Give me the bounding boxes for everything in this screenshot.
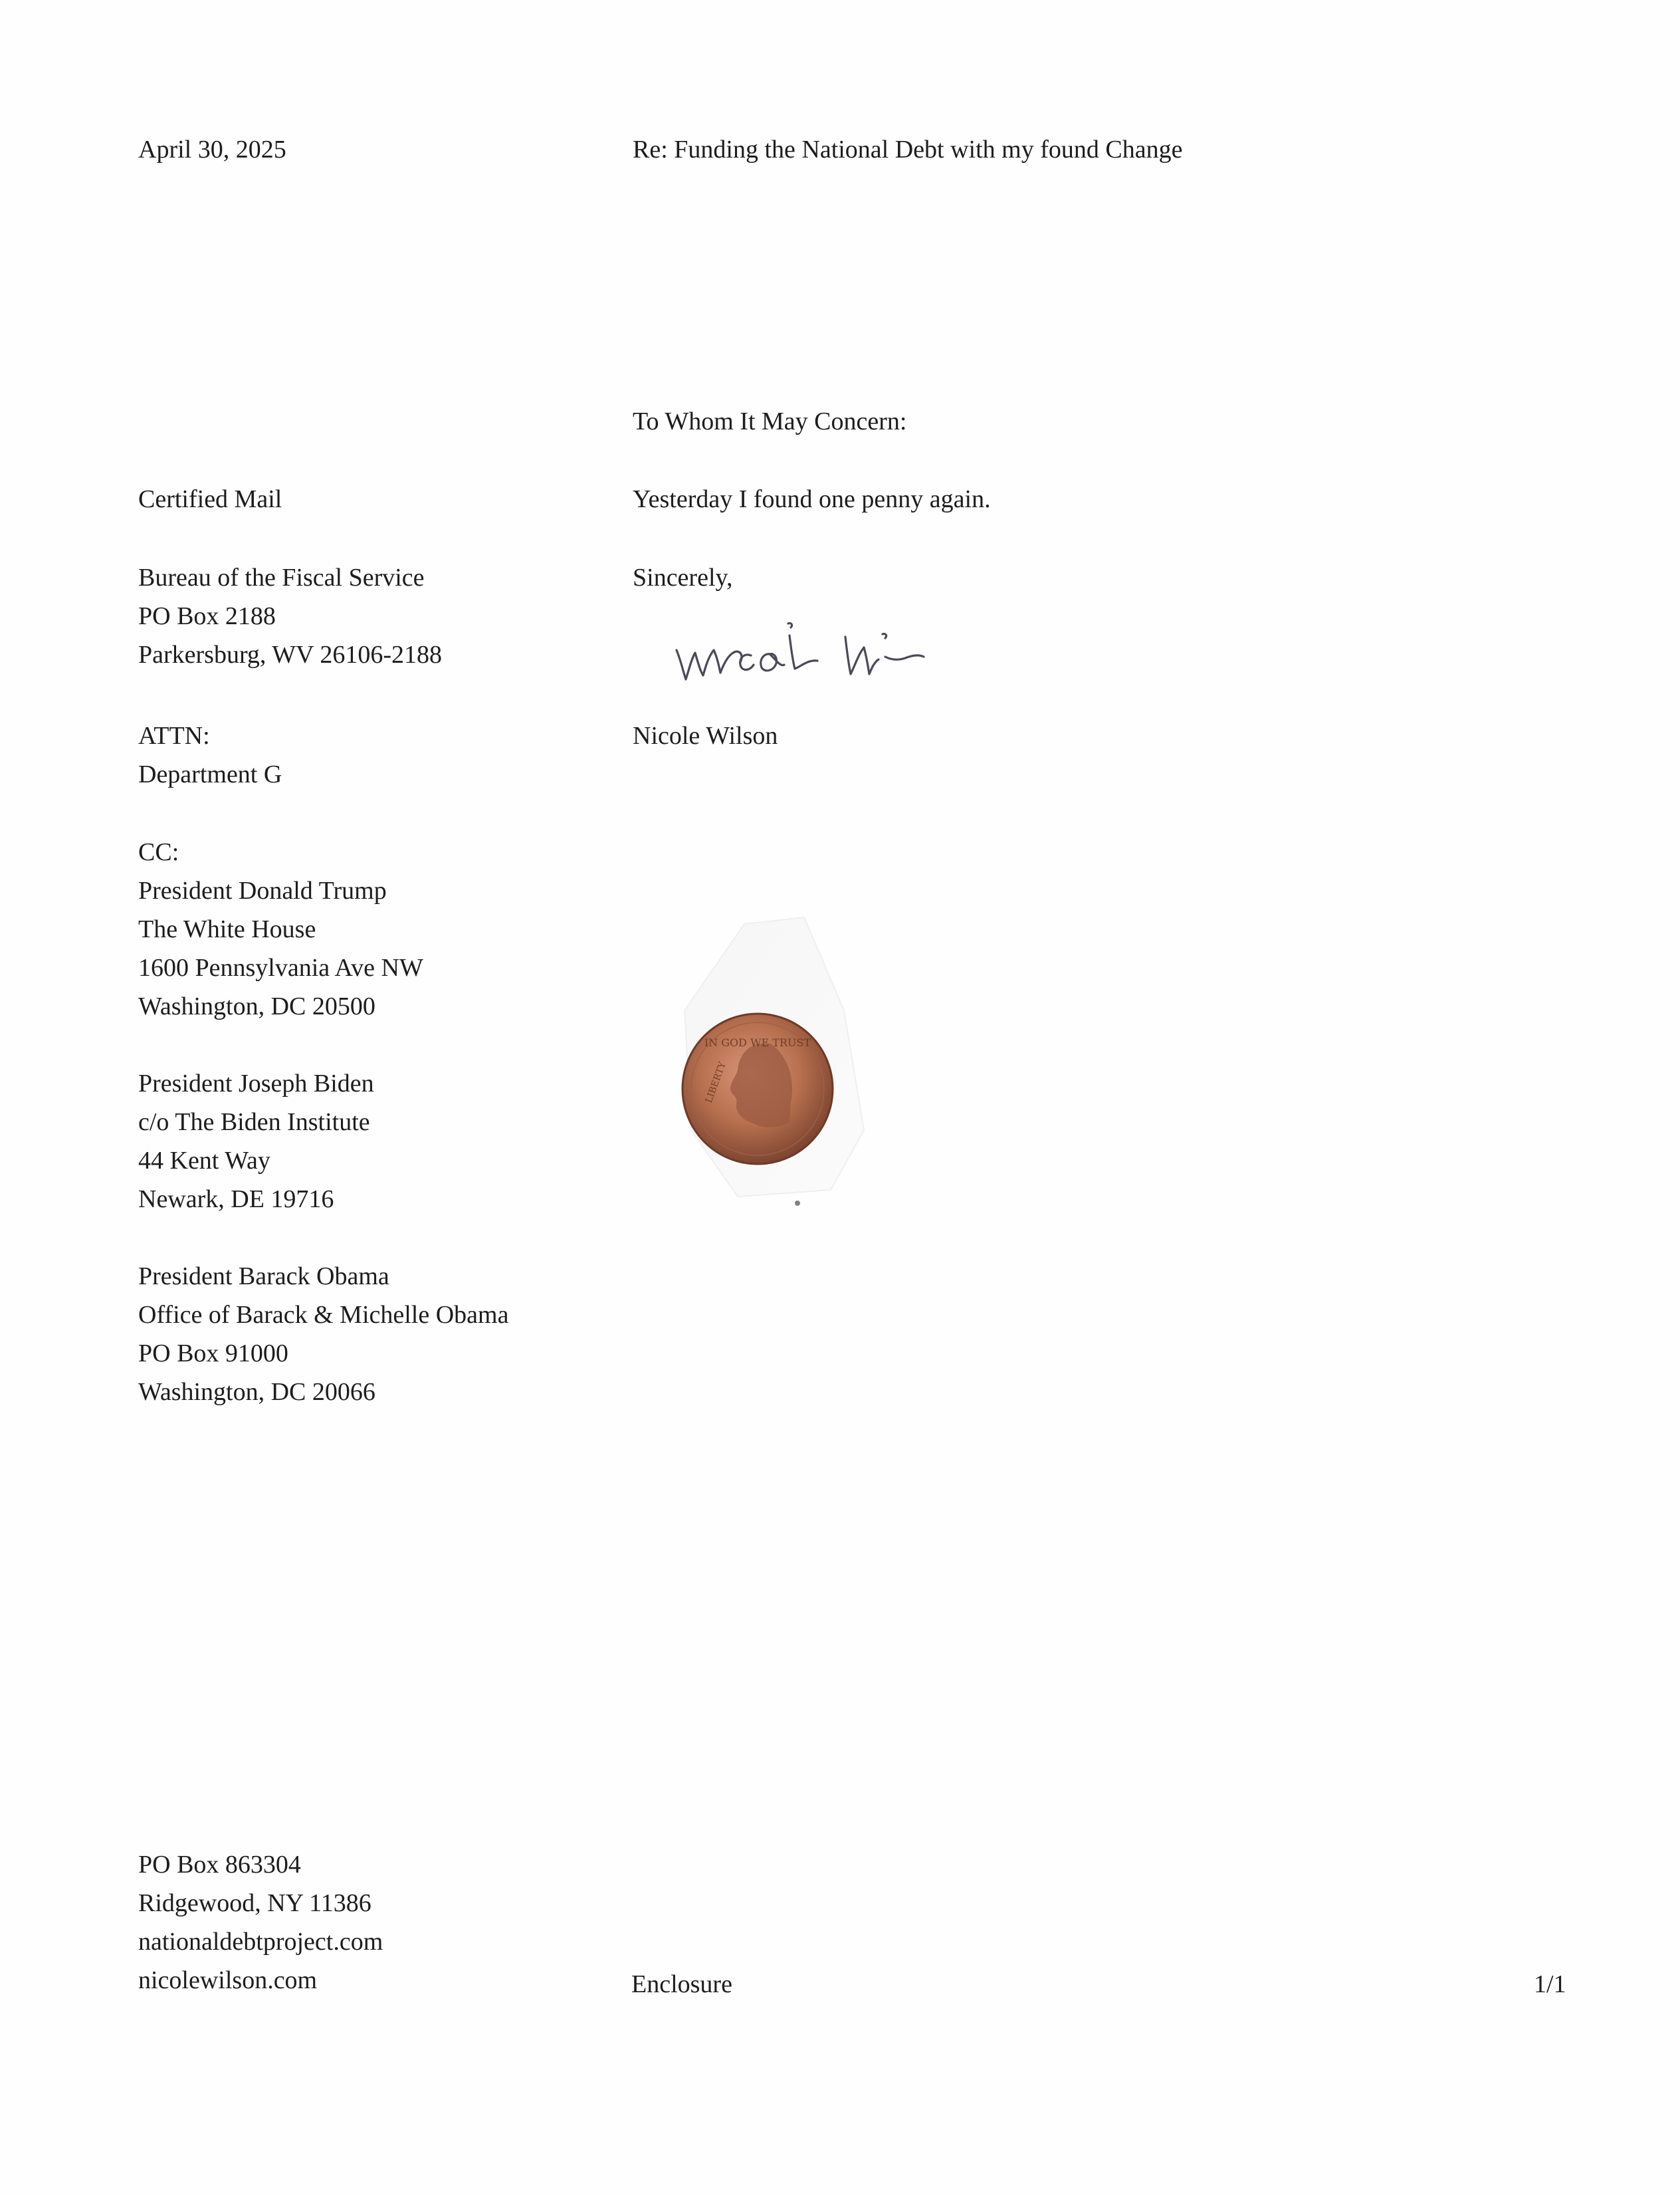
attn-department: Department G (138, 760, 282, 788)
letter-subject: Re: Funding the National Debt with my found Change (633, 136, 1183, 164)
recipient-line: PO Box 2188 (138, 602, 276, 630)
cc-recipient-obama (138, 1257, 508, 1411)
attn-label: ATTN: (138, 722, 210, 750)
attention-block (138, 717, 282, 794)
handwritten-signature (671, 618, 1003, 691)
letter-date: April 30, 2025 (138, 136, 286, 164)
cc-recipient-biden (138, 1064, 508, 1218)
sender-address (138, 1845, 383, 2000)
cc-line: Washington, DC 20066 (138, 1378, 375, 1406)
cc-line: c/o The Biden Institute (138, 1108, 370, 1136)
letter-body: Yesterday I found one penny again. (633, 485, 991, 513)
sender-website: nicolewilson.com (138, 1966, 318, 1994)
cc-line: President Barack Obama (138, 1262, 389, 1290)
svg-text:LIBERTY: LIBERTY (703, 1060, 728, 1105)
signature-icon (671, 618, 1003, 691)
sender-line: PO Box 863304 (138, 1851, 301, 1879)
cc-line: Office of Barack & Michelle Obama (138, 1301, 509, 1329)
cc-line: Newark, DE 19716 (138, 1185, 334, 1213)
cc-line: President Donald Trump (138, 877, 387, 905)
cc-recipient-trump (138, 871, 508, 1026)
svg-text:IN GOD WE TRUST: IN GOD WE TRUST (704, 1036, 811, 1049)
sender-line: Ridgewood, NY 11386 (138, 1889, 371, 1917)
enclosure-label: Enclosure (631, 1970, 732, 1998)
cc-line: 1600 Pennsylvania Ave NW (138, 954, 423, 982)
recipient-line: Bureau of the Fiscal Service (138, 564, 425, 592)
cc-block (138, 833, 508, 1411)
cc-line: 44 Kent Way (138, 1147, 270, 1175)
recipient-line: Parkersburg, WV 26106-2188 (138, 641, 443, 669)
cc-line: The White House (138, 915, 316, 943)
cc-line: Washington, DC 20500 (138, 992, 375, 1020)
penny-coin-icon (665, 911, 904, 1216)
cc-line: PO Box 91000 (138, 1339, 288, 1367)
signer-name: Nicole Wilson (633, 722, 778, 750)
salutation: To Whom It May Concern: (633, 407, 907, 435)
taped-penny-enclosure (665, 911, 904, 1216)
sender-website: nationaldebtproject.com (138, 1928, 383, 1956)
closing: Sincerely, (633, 564, 733, 592)
page-number: 1/1 (1534, 1970, 1566, 1998)
recipient-address (138, 558, 442, 674)
cc-line: President Joseph Biden (138, 1070, 374, 1098)
cc-label: CC: (138, 838, 179, 866)
delivery-method: Certified Mail (138, 485, 282, 513)
